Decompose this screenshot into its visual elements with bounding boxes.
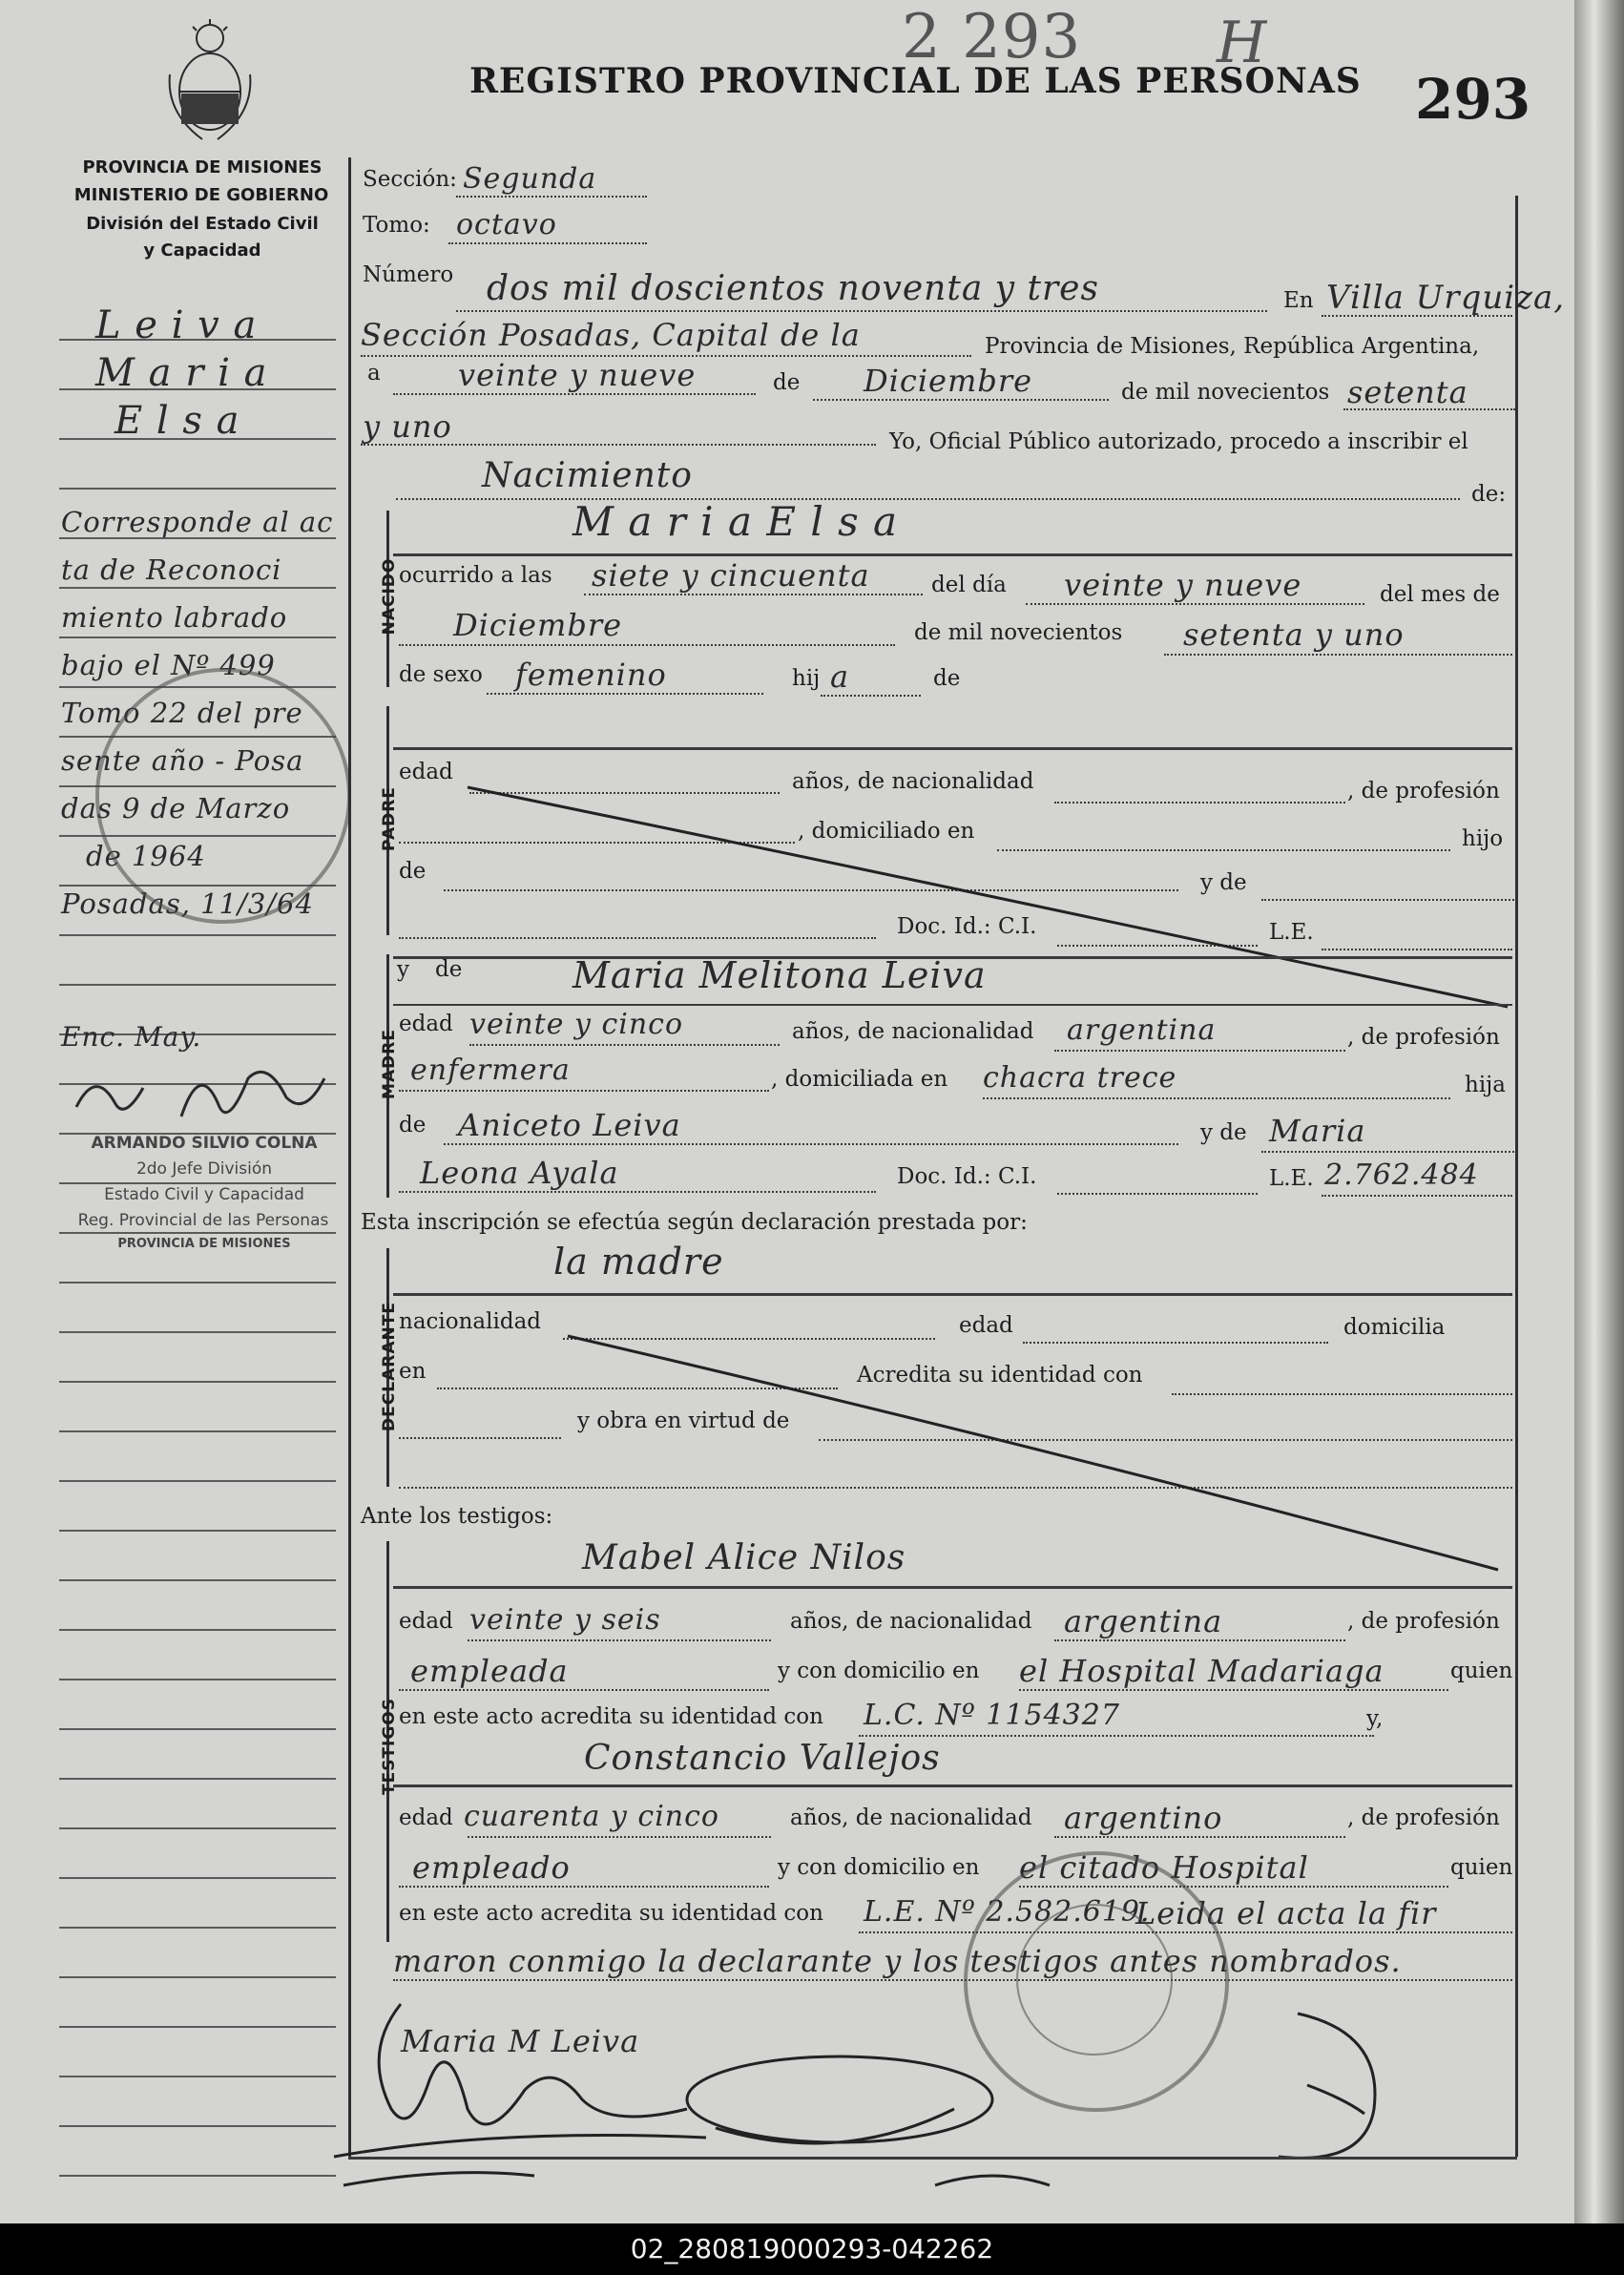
madre-father-name: Aniceto Leiva <box>458 1107 681 1143</box>
province-label: PROVINCIA DE MISIONES <box>82 157 323 177</box>
madre-hija-label: hija <box>1465 1073 1507 1097</box>
field-line <box>399 644 895 646</box>
madre-profesion-value: enfermera <box>410 1054 571 1087</box>
field-line <box>456 310 1267 312</box>
declarant-signature: Maria M Leiva <box>401 2023 640 2059</box>
time-value: siete y cincuenta <box>592 557 870 594</box>
margin-surname: L e i v a <box>95 303 258 347</box>
seccion-value: Segunda <box>463 162 597 196</box>
division-label-2: y Capacidad <box>143 240 261 261</box>
nacido-section: NACIDO <box>380 557 399 636</box>
w2-profesion-label: , de profesión <box>1347 1805 1500 1830</box>
numero-label: Número <box>363 262 454 287</box>
year-value-1: setenta <box>1347 374 1468 410</box>
declarante-domicilio-label: domicilia <box>1343 1315 1446 1340</box>
coat-of-arms-icon <box>164 17 256 149</box>
w1-quien-label: quien <box>1450 1659 1513 1683</box>
padre-edad-label: edad <box>399 760 453 784</box>
del-dia-label: del día <box>931 573 1007 597</box>
margin-note-line: ta de Reconoci <box>61 553 282 586</box>
w2-edad-label: edad <box>399 1805 453 1830</box>
madre-le-value: 2.762.484 <box>1324 1158 1479 1192</box>
signatures-scrawl <box>305 1994 1422 2214</box>
footer-code: 02_280819000293-042262 <box>0 2223 1624 2275</box>
field-line <box>456 196 647 198</box>
field-line <box>399 1689 769 1691</box>
nacido-year-value: setenta y uno <box>1183 616 1405 653</box>
witness-2-nacionalidad: argentino <box>1064 1800 1223 1836</box>
field-line <box>448 242 647 244</box>
w2-acredita-label: en este acto acredita su identidad con <box>399 1901 823 1926</box>
padre-hijo-label: hijo <box>1462 826 1504 851</box>
padre-section: PADRE <box>380 786 399 851</box>
margin-note-line: das 9 de Marzo <box>61 792 291 824</box>
madre-domicilio-label: , domiciliada en <box>771 1067 948 1092</box>
year-value-2: y uno <box>363 408 452 445</box>
madre-name: Maria Melitona Leiva <box>573 954 987 996</box>
padre-de-label: de <box>399 859 427 884</box>
w2-quien-label: quien <box>1450 1855 1513 1880</box>
witness-2-name: Constancio Vallejos <box>584 1739 941 1778</box>
section-rule <box>393 1586 1512 1589</box>
de-colon-label: de: <box>1471 482 1507 507</box>
padre-yde-label: y de <box>1200 870 1247 895</box>
testigos-intro: Ante los testigos: <box>361 1504 553 1529</box>
hij-label: hij <box>792 666 821 691</box>
declarante-intro: Esta inscripción se efectúa según declaración prestada por: <box>361 1210 1028 1235</box>
field-line <box>983 1097 1450 1099</box>
margin-note-line: sente año - Posa <box>61 744 304 777</box>
field-line <box>1054 1836 1345 1838</box>
w2-domicilio-label: y con domicilio en <box>778 1855 980 1880</box>
field-line <box>393 1979 1512 1981</box>
madre-de2-label: de <box>399 1113 427 1138</box>
margin-note-line: Posadas, 11/3/64 <box>61 887 314 920</box>
madre-edad-label: edad <box>399 1012 453 1036</box>
bottom-rule <box>348 2157 1517 2160</box>
margin-abbrev: Enc. May. <box>61 1021 202 1053</box>
field-line <box>584 594 923 595</box>
witness-2-edad: cuarenta y cinco <box>464 1800 719 1833</box>
w1-y-label: y, <box>1366 1706 1384 1731</box>
field-line <box>1164 654 1512 656</box>
margin-signature <box>67 1050 344 1136</box>
field-line <box>821 695 921 697</box>
madre-yde-label: y de <box>1200 1120 1247 1145</box>
field-line <box>444 1143 1178 1145</box>
padre-anos-label: años, de nacionalidad <box>792 769 1034 794</box>
corner-mark: H <box>1217 10 1268 76</box>
witness-1-edad: veinte y seis <box>469 1603 661 1637</box>
margin-second-name: E l s a <box>115 399 240 443</box>
field-line <box>1026 603 1364 605</box>
field-line <box>813 399 1109 401</box>
witness-1-id: L.C. Nº 1154327 <box>864 1699 1120 1732</box>
province-text: Provincia de Misiones, República Argentina, <box>985 334 1480 359</box>
en-value: Villa Urquiza, <box>1326 279 1566 317</box>
act-type: Nacimiento <box>482 456 693 495</box>
declarante-nacionalidad-label: nacionalidad <box>399 1309 542 1334</box>
field-line <box>399 1886 769 1888</box>
w1-edad-label: edad <box>399 1609 453 1634</box>
stamp-line: 2do Jefe División <box>135 1159 273 1179</box>
declarante-edad-label: edad <box>959 1313 1013 1338</box>
margin-first-name: M a r i a <box>95 351 268 395</box>
margin-note-line: de 1964 <box>86 840 206 872</box>
field-line <box>1019 1689 1448 1691</box>
stamp-line: Estado Civil y Capacidad <box>104 1185 304 1204</box>
madre-section: MADRE <box>380 1029 399 1099</box>
ministry-label: MINISTERIO DE GOBIERNO <box>73 185 329 205</box>
w1-acredita-label: en este acto acredita su identidad con <box>399 1704 823 1729</box>
mil-label: de mil novecientos <box>1121 380 1330 405</box>
madre-docid-label: Doc. Id.: C.I. <box>897 1164 1037 1189</box>
field-line <box>1322 1195 1512 1197</box>
field-line <box>1054 1050 1345 1052</box>
padre-domicilio-label: , domiciliado en <box>798 819 975 844</box>
field-line <box>468 1836 771 1838</box>
madre-profesion-label: , de profesión <box>1347 1025 1500 1050</box>
declarante-value: la madre <box>553 1241 724 1283</box>
seccion-label: Sección: <box>363 167 457 192</box>
main-right-border <box>1515 196 1518 2157</box>
field-line <box>399 1090 769 1092</box>
madre-mother-name-1: Maria <box>1269 1113 1366 1149</box>
corner-number: 2 293 <box>902 2 1082 73</box>
ocurrido-label: ocurrido a las <box>399 563 552 588</box>
book-edge <box>1574 0 1624 2223</box>
declarante-acredita-label: Acredita su identidad con <box>857 1363 1143 1388</box>
declarante-en-label: en <box>399 1359 427 1384</box>
w1-anos-label: años, de nacionalidad <box>790 1609 1032 1634</box>
nacido-name: M a r i a E l s a <box>573 498 899 545</box>
margin-note-line: bajo el Nº 499 <box>61 649 276 681</box>
section-rule <box>393 747 1512 750</box>
margin-stamp <box>95 668 351 924</box>
nacido-day-value: veinte y nueve <box>1064 567 1302 603</box>
witness-1-nacionalidad: argentina <box>1064 1603 1223 1639</box>
madre-y-label: y <box>397 957 409 982</box>
folio-number: 293 <box>1415 67 1531 132</box>
nacido-mil-label: de mil novecientos <box>914 620 1123 645</box>
madre-nacionalidad-value: argentina <box>1067 1013 1217 1047</box>
numero-value: dos mil doscientos noventa y tres <box>487 269 1099 308</box>
register-title: REGISTRO PROVINCIAL DE LAS PERSONAS <box>469 61 1362 101</box>
field-line <box>1261 1151 1514 1153</box>
field-line <box>469 1044 780 1046</box>
field-line <box>393 393 756 395</box>
field-line <box>399 1437 561 1439</box>
field-line <box>396 498 1460 500</box>
w2-anos-label: años, de nacionalidad <box>790 1805 1032 1830</box>
field-line <box>468 1639 771 1641</box>
nacido-de-label: de <box>933 666 961 691</box>
witness-1-domicilio: el Hospital Madariaga <box>1019 1653 1385 1689</box>
margin-note-line: Corresponde al ac <box>61 506 334 538</box>
field-line <box>487 693 763 695</box>
margin-note-line: miento labrado <box>61 601 288 634</box>
nacido-month-value: Diciembre <box>453 607 623 643</box>
witness-2-id: L.E. Nº 2.582.619. <box>864 1895 1151 1929</box>
field-line <box>1054 1639 1345 1641</box>
day-value: veinte y nueve <box>458 357 697 393</box>
declarante-section: DECLARANTE <box>380 1302 399 1431</box>
a-label: a <box>367 361 381 386</box>
sexo-label: de sexo <box>399 662 483 687</box>
stamp-line: Reg. Provincial de las Personas <box>77 1211 329 1230</box>
testigos-section: TESTIGOS <box>380 1697 399 1796</box>
witness-2-domicilio: el citado Hospital <box>1019 1849 1309 1886</box>
witness-1-profesion: empleada <box>410 1653 569 1689</box>
closing-text-2: maron conmigo la declarante y los testigos antes nombrados. <box>393 1943 1402 1979</box>
declarante-virtud-label: y obra en virtud de <box>577 1409 790 1433</box>
section-rule <box>393 1293 1512 1296</box>
madre-le-label: L.E. <box>1269 1166 1314 1191</box>
padre-docid-label: Doc. Id.: C.I. <box>897 914 1037 939</box>
w1-domicilio-label: y con domicilio en <box>778 1659 980 1683</box>
tomo-value: octavo <box>456 208 557 241</box>
de-label: de <box>773 370 801 395</box>
tomo-label: Tomo: <box>363 213 430 238</box>
closing-text-1: Leida el acta la fir <box>1135 1895 1437 1931</box>
section-rule <box>393 1004 1512 1006</box>
field-line <box>399 1191 876 1193</box>
witness-2-profesion: empleado <box>412 1849 571 1886</box>
hij-value: a <box>830 658 850 695</box>
sexo-value: femenino <box>515 657 667 693</box>
madre-anos-label: años, de nacionalidad <box>792 1019 1034 1044</box>
witness-1-name: Mabel Alice Nilos <box>582 1538 906 1577</box>
month-value: Diciembre <box>864 363 1033 399</box>
madre-edad-value: veinte y cinco <box>469 1008 684 1041</box>
stamp-line: ARMANDO SILVIO COLNA <box>91 1134 318 1153</box>
padre-le-label: L.E. <box>1269 920 1314 945</box>
stamp-line: PROVINCIA DE MISIONES <box>117 1237 291 1251</box>
section-rule <box>393 1785 1512 1787</box>
place-value: Sección Posadas, Capital de la <box>361 317 861 353</box>
margin-note-line: Tomo 22 del pre <box>61 697 303 729</box>
en-label: En <box>1283 288 1314 313</box>
w1-profesion-label: , de profesión <box>1347 1609 1500 1634</box>
yo-text: Yo, Oficial Público autorizado, procedo a inscribir el <box>889 429 1468 454</box>
madre-domicilio-value: chacra trece <box>983 1061 1177 1095</box>
madre-de-label: de <box>435 957 463 982</box>
division-label: División del Estado Civil <box>86 214 319 234</box>
del-mes-label: del mes de <box>1380 582 1500 607</box>
padre-profesion-label: , de profesión <box>1347 779 1500 804</box>
section-rule <box>393 553 1512 556</box>
field-line <box>1057 1193 1258 1195</box>
madre-mother-name-2: Leona Ayala <box>420 1155 619 1191</box>
field-line <box>859 1735 1374 1737</box>
main-left-border <box>348 157 351 2157</box>
